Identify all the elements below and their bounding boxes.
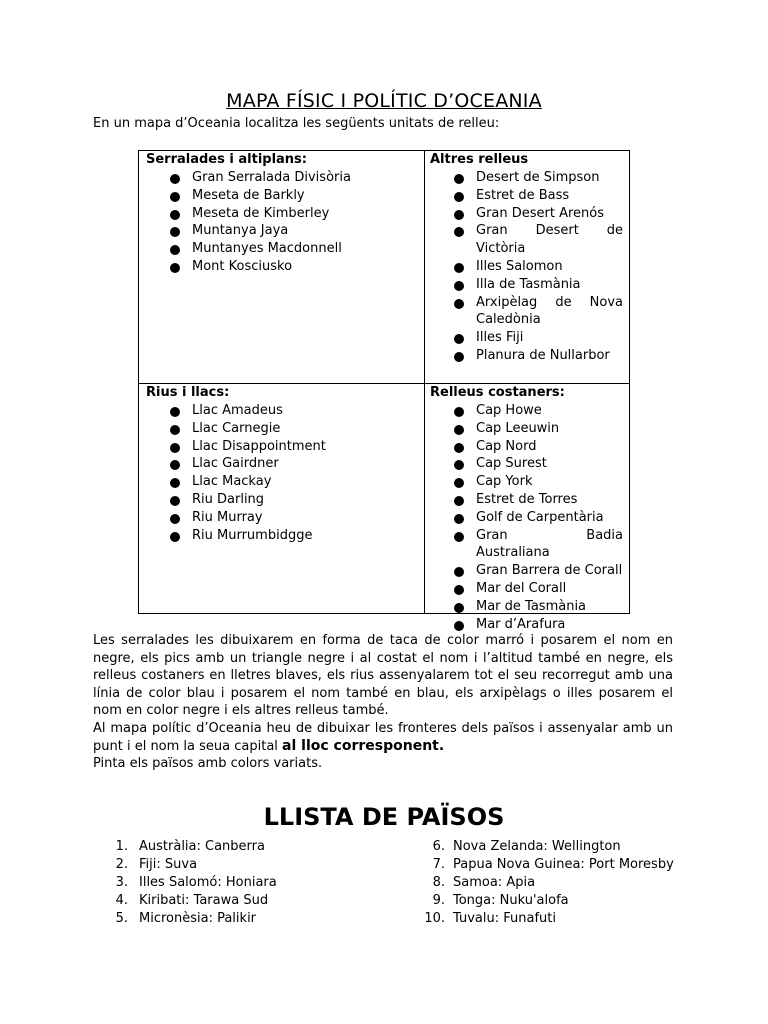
list-item-text: Mar de Tasmània	[476, 598, 587, 614]
list-item	[430, 169, 623, 187]
bullet-icon	[454, 425, 464, 435]
country-item	[93, 856, 277, 874]
instructions-block	[93, 632, 673, 773]
country-capital-text: Illes Salomó: Honiara	[139, 875, 277, 890]
list-item	[430, 455, 623, 473]
country-item	[93, 874, 277, 892]
list-item	[146, 222, 416, 240]
country-item	[93, 892, 277, 910]
country-item	[390, 838, 674, 856]
list-item-text: Illa de Tasmània	[476, 276, 581, 292]
country-capital-text: Fiji: Suva	[139, 857, 198, 872]
bullet-icon	[170, 245, 180, 255]
bullet-icon	[170, 227, 180, 237]
list-item-text: Gran Desert de Victòria	[476, 223, 623, 257]
country-capital-text: Kiribati: Tarawa Sud	[139, 893, 269, 908]
list-item-text: Gran Barrera de Corall	[476, 563, 623, 579]
country-number: 2.	[115, 857, 128, 872]
country-capital-text: Micronèsia: Palikir	[139, 911, 257, 926]
list-item	[430, 616, 623, 634]
country-item	[390, 856, 674, 874]
list-item-text: Cap Howe	[476, 403, 542, 418]
country-item	[93, 838, 277, 856]
instructions-text: Al mapa polític d’Oceania heu de dibuixar les fronteres dels països i assenyalar amb un punt i el nom la seua capital	[93, 720, 673, 754]
bullet-icon	[454, 263, 464, 273]
list-item	[430, 258, 623, 276]
country-item	[390, 892, 674, 910]
bullet-icon	[170, 210, 180, 220]
list-item-text: Meseta de Kimberley	[192, 205, 330, 221]
cell-heading: Altres relleus	[430, 152, 529, 167]
bullet-icon	[454, 603, 464, 613]
instructions-paragraph: Les serralades les dibuixarem en forma de taca de color marró i posarem el nom en negre, els pics amb un triangle negre i al costat el nom i l’altitud també en negre, els relleus costaners en lletres blaves, els rius assenyalarem tot el seu recorregut amb una línia de color blau i posarem el nom també en blau, els arxipèlags o illes posarem el nom en color negre i els altres relleus també.	[93, 633, 673, 719]
bullet-icon	[170, 496, 180, 506]
bullet-icon	[454, 227, 464, 237]
instructions-paragraph: Pinta els països amb colors variats.	[93, 756, 323, 772]
country-number: 5.	[115, 911, 128, 926]
bullet-icon	[454, 460, 464, 470]
list-item-text: Llac Carnegie	[192, 420, 281, 436]
list-item	[146, 420, 416, 438]
list-item	[430, 562, 623, 580]
bullet-icon	[170, 460, 180, 470]
countries-list-right	[390, 838, 674, 928]
country-capital-text: Tuvalu: Funafuti	[453, 911, 556, 926]
bullet-icon	[170, 443, 180, 453]
list-item-text: Llac Gairdner	[192, 456, 279, 472]
list-item	[430, 205, 623, 223]
list-item	[430, 187, 623, 205]
bullet-icon	[454, 443, 464, 453]
list-item-text: Riu Murrumbidgge	[192, 527, 313, 543]
list-item-text: Illes Fiji	[476, 330, 524, 346]
cell-heading: Relleus costaners:	[430, 385, 565, 400]
cell-altres-relleus	[425, 151, 630, 365]
country-number: 10.	[424, 911, 445, 926]
list-item	[146, 491, 416, 509]
list-item	[430, 598, 623, 616]
country-capital-text: Nova Zelanda: Wellington	[453, 839, 621, 854]
list-item	[146, 258, 416, 276]
bullet-icon	[170, 192, 180, 202]
bullet-icon	[454, 210, 464, 220]
bullet-icon	[454, 281, 464, 291]
list-item-text: Mar d’Arafura	[476, 616, 566, 632]
list-item-text: Cap Nord	[476, 438, 537, 454]
list-item-text: Riu Murray	[192, 509, 263, 525]
list-item-text: Planura de Nullarbor	[476, 347, 610, 363]
country-item	[93, 910, 277, 928]
list-item	[146, 169, 416, 187]
country-capital-text: Tonga: Nuku'alofa	[453, 893, 569, 908]
list-item-text: Mont Kosciusko	[192, 258, 293, 274]
list-item-text: Gran Serralada Divisòria	[192, 170, 351, 185]
country-item	[390, 910, 674, 928]
list-item-text: Llac Mackay	[192, 474, 272, 490]
countries-list-left	[93, 838, 277, 928]
country-number: 6.	[432, 839, 445, 854]
bullet-icon	[170, 514, 180, 524]
country-number: 9.	[432, 893, 445, 908]
item-list	[430, 402, 623, 633]
bullet-icon	[170, 478, 180, 488]
instructions-paragraph	[93, 720, 673, 755]
bullet-icon	[454, 334, 464, 344]
list-item	[146, 187, 416, 205]
list-item-text: Arxipèlag de Nova Caledònia	[476, 294, 623, 328]
list-item-text: Estret de Torres	[476, 491, 578, 507]
intro-text: En un mapa d’Oceania localitza les següents unitats de relleu:	[93, 116, 500, 131]
list-item-text: Muntanyes Macdonnell	[192, 241, 342, 257]
list-item	[146, 509, 416, 527]
bullet-icon	[454, 496, 464, 506]
list-item	[430, 527, 623, 563]
list-item-text: Illes Salomon	[476, 258, 563, 274]
list-item	[146, 402, 416, 420]
bullet-icon	[170, 407, 180, 417]
bullet-icon	[454, 567, 464, 577]
list-item-text: Gran Desert Arenós	[476, 205, 605, 221]
list-item	[430, 222, 623, 258]
list-item-text: Llac Disappointment	[192, 438, 326, 454]
list-item-text: Cap York	[476, 474, 533, 490]
bullet-icon	[454, 621, 464, 631]
cell-serralades	[139, 151, 424, 276]
list-item-text: Golf de Carpentària	[476, 509, 604, 525]
bullet-icon	[454, 478, 464, 488]
cell-relleus-costaners	[425, 384, 630, 633]
list-item-text: Riu Darling	[192, 491, 265, 507]
list-item-text: Estret de Bass	[476, 187, 570, 203]
list-item	[430, 294, 623, 330]
list-item-text: Mar del Corall	[476, 580, 567, 596]
list-item	[430, 491, 623, 509]
document-title: MAPA FÍSIC I POLÍTIC D’OCEANIA	[226, 90, 542, 112]
item-list	[430, 169, 623, 365]
list-item	[146, 205, 416, 223]
bullet-icon	[454, 407, 464, 417]
bullet-icon	[454, 352, 464, 362]
list-item	[430, 509, 623, 527]
bullet-icon	[170, 425, 180, 435]
country-item	[390, 874, 674, 892]
item-list	[146, 402, 416, 544]
country-capital-text: Papua Nova Guinea: Port Moresby	[453, 857, 674, 872]
list-item-text: Llac Amadeus	[192, 403, 283, 418]
list-item-text: Muntanya Jaya	[192, 223, 289, 239]
bullet-icon	[454, 299, 464, 309]
bullet-icon	[454, 532, 464, 542]
list-item	[430, 473, 623, 491]
country-number: 7.	[432, 857, 445, 872]
list-item	[146, 527, 416, 545]
bullet-icon	[170, 174, 180, 184]
list-item	[146, 455, 416, 473]
cell-heading: Rius i llacs:	[146, 385, 230, 400]
relief-table	[138, 150, 630, 632]
list-item	[146, 473, 416, 491]
country-capital-text: Austràlia: Canberra	[139, 839, 265, 854]
country-number: 1.	[115, 839, 128, 854]
country-number: 3.	[115, 875, 128, 890]
bullet-icon	[454, 174, 464, 184]
country-number: 8.	[432, 875, 445, 890]
list-item-text: Meseta de Barkly	[192, 187, 305, 203]
country-capital-text: Samoa: Apia	[453, 875, 536, 890]
bullet-icon	[454, 514, 464, 524]
list-item-text: Gran Badia Australiana	[476, 527, 623, 561]
countries-title: LLISTA DE PAÏSOS	[263, 803, 505, 831]
bullet-icon	[454, 585, 464, 595]
list-item	[146, 240, 416, 258]
list-item	[430, 438, 623, 456]
list-item	[430, 276, 623, 294]
bullet-icon	[454, 192, 464, 202]
country-number: 4.	[115, 893, 128, 908]
item-list	[146, 169, 416, 276]
bullet-icon	[170, 532, 180, 542]
cell-heading: Serralades i altiplans:	[146, 152, 307, 167]
list-item	[430, 329, 623, 347]
list-item	[430, 347, 623, 365]
list-item	[430, 580, 623, 598]
list-item-text: Cap Surest	[476, 456, 547, 472]
list-item	[146, 438, 416, 456]
list-item-text: Desert de Simpson	[476, 170, 600, 185]
cell-rius-llacs	[139, 384, 424, 544]
bullet-icon	[170, 263, 180, 273]
list-item	[430, 420, 623, 438]
list-item-text: Cap Leeuwin	[476, 420, 560, 436]
list-item	[430, 402, 623, 420]
instructions-bold-text: al lloc corresponent.	[282, 737, 445, 754]
